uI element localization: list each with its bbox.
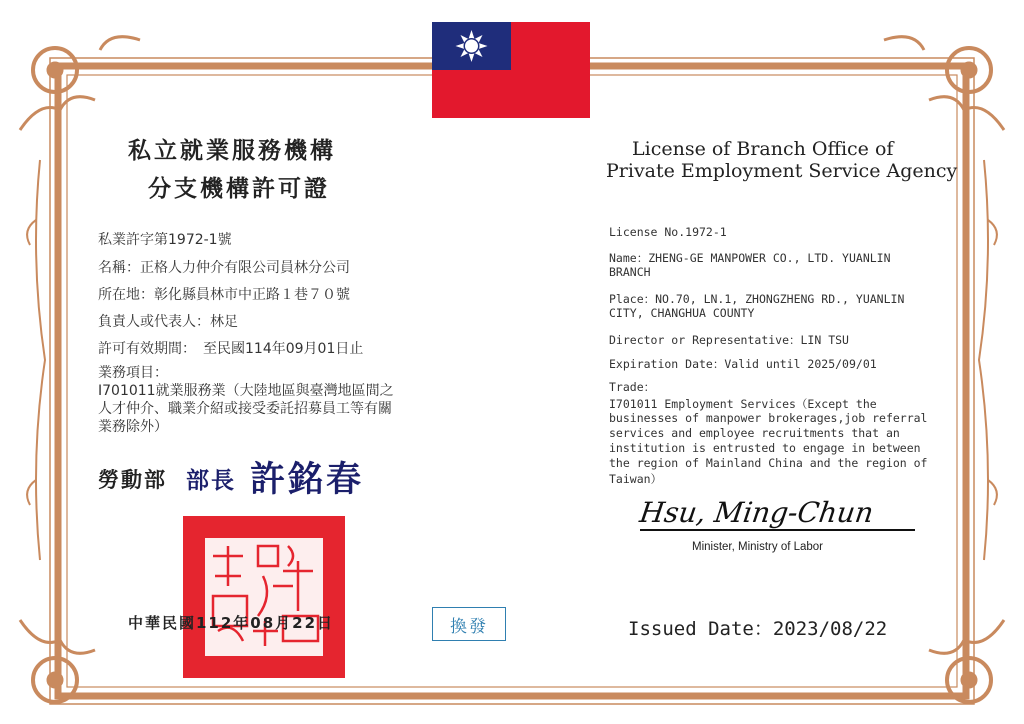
side-ornament-left <box>27 160 45 560</box>
flag-image <box>432 22 590 118</box>
en-trade-line: businesses of manpower brokerages,job referral <box>609 411 928 425</box>
minister-signature: Hsu, Ming-Chun <box>637 496 876 529</box>
cn-name: 名稱：正格人力仲介有限公司員林分公司 <box>98 260 350 276</box>
cn-ministry: 勞動部 <box>98 468 167 492</box>
en-trade-label: Trade： <box>609 380 656 394</box>
en-name-line: Name：ZHENG-GE MANPOWER CO., LTD. YUANLIN <box>609 251 891 265</box>
corner-ornament-top-right <box>884 37 1004 130</box>
signature-line <box>640 529 915 531</box>
en-name-line: BRANCH <box>609 265 651 279</box>
en-place-line: Place：NO.70, LN.1, ZHONGZHENG RD., YUANLIN <box>609 292 905 306</box>
en-trade-line: the region of Mainland China and the region of <box>609 456 928 470</box>
en-license-no: License No.1972-1 <box>609 225 727 239</box>
cn-trade-line: 人才仲介、職業介紹或接受委託招募員工等有關 <box>98 401 392 417</box>
en-trade-line: Taiwan） <box>609 472 663 486</box>
en-issued-date: Issued Date：2023/08/22 <box>628 618 888 640</box>
cn-title-line1: 私立就業服務機構 <box>128 138 336 164</box>
cn-trade-line: 業務除外） <box>98 419 168 435</box>
cn-minister-name: 許銘春 <box>250 460 365 500</box>
cn-minister-title: 部長 <box>186 468 236 494</box>
en-trade-line: institution is entrusted to engage in between <box>609 441 921 455</box>
cn-trade-line: I701011就業服務業（大陸地區與臺灣地區間之 <box>98 383 394 399</box>
en-trade-line: I701011 Employment Services（Except the <box>609 397 877 411</box>
cn-issue-date: 中華民國112年08月22日 <box>128 614 335 632</box>
side-ornament-right <box>979 160 997 560</box>
cn-title-line2: 分支機構許可證 <box>148 176 330 202</box>
en-place-line: CITY, CHANGHUA COUNTY <box>609 306 755 320</box>
official-seal <box>183 516 345 678</box>
reissue-stamp: 換發 <box>432 607 506 641</box>
cn-trade-label: 業務項目： <box>98 365 168 381</box>
cn-address: 所在地：彰化縣員林市中正路１巷７０號 <box>98 287 350 303</box>
corner-ornament-top-left <box>20 37 140 130</box>
cn-license-no: 私業許字第1972-1號 <box>98 232 232 248</box>
en-trade-line: services and employee recruitments that an <box>609 426 900 440</box>
en-title-line2: Private Employment Service Agency <box>606 160 958 182</box>
en-expiration: Expiration Date：Valid until 2025/09/01 <box>609 357 877 371</box>
en-director: Director or Representative：LIN TSU <box>609 333 849 347</box>
cn-director: 負責人或代表人：林足 <box>98 314 238 330</box>
cn-validity: 許可有效期間： 至民國114年09月01日止 <box>98 341 364 357</box>
en-title-line1: License of Branch Office of <box>632 138 894 160</box>
signature-caption: Minister, Ministry of Labor <box>692 541 824 553</box>
